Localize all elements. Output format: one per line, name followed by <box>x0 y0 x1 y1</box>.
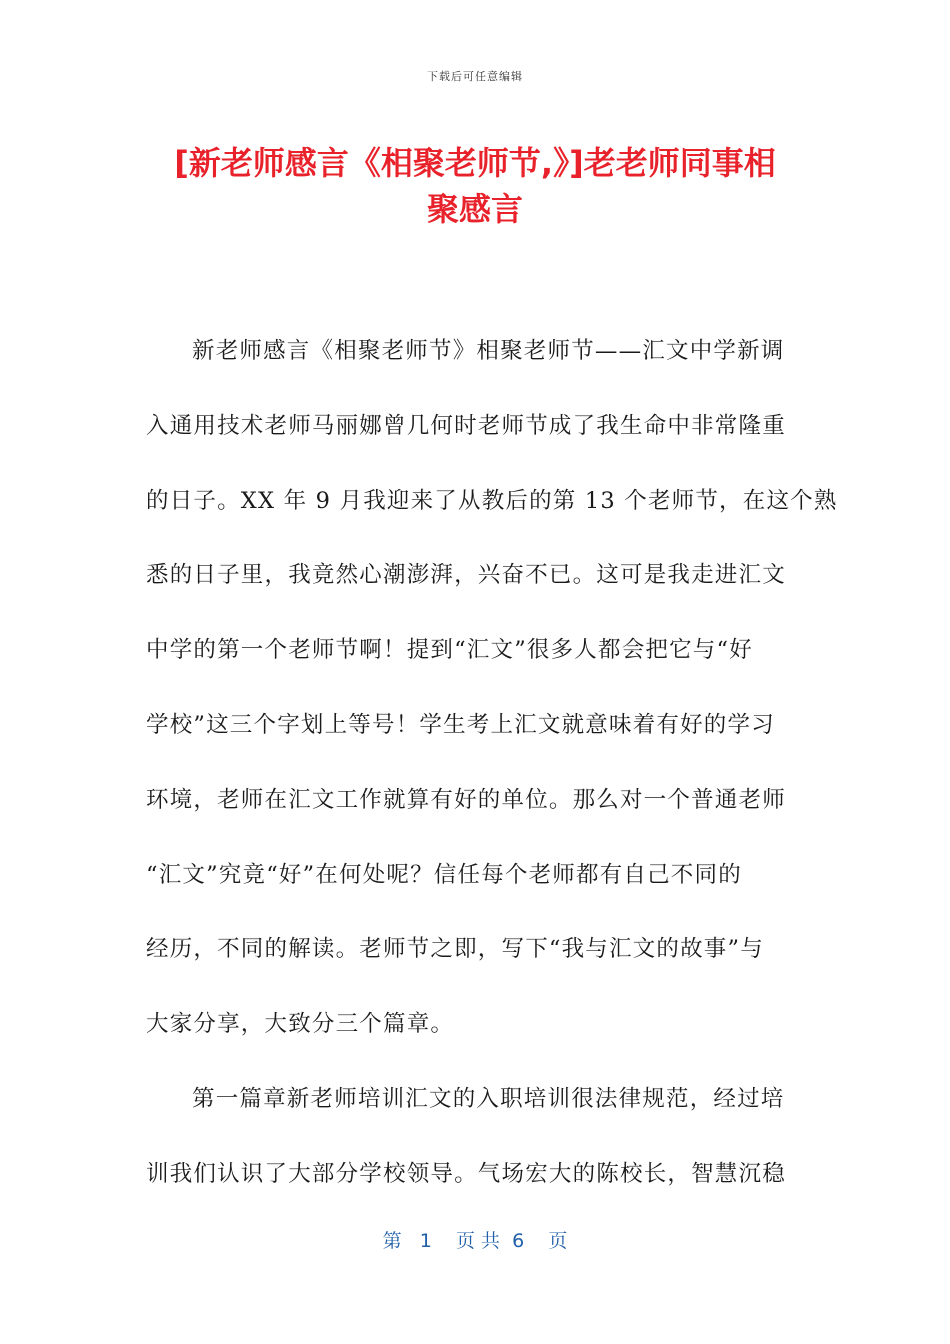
paragraph-1-line-9: 经历，不同的解读。老师节之即，写下“我与汇文的故事”与 <box>146 936 764 963</box>
page-number-footer: 第 1 页 共 6 页 <box>382 1230 568 1252</box>
paragraph-1-line-10: 大家分享，大致分三个篇章。 <box>146 1011 455 1038</box>
document-body <box>146 314 838 1212</box>
document-title <box>140 140 810 232</box>
paragraph-1-line-8: “汇文”究竟“好”在何处呢？信任每个老师都有自己不同的 <box>146 861 742 888</box>
header-note: 下载后可任意编辑 <box>427 70 523 83</box>
paragraph-2-line-1: 第一篇章新老师培训汇文的入职培训很法律规范，经过培 <box>192 1085 785 1112</box>
paragraph-1-line-2: 入通用技术老师马丽娜曾几何时老师节成了我生命中非常隆重 <box>146 412 786 439</box>
paragraph-1-line-1: 新老师感言《相聚老师节》相聚老师节——汇文中学新调 <box>192 338 785 364</box>
paragraph-1-line-7: 环境，老师在汇文工作就算有好的单位。那么对一个普通老师 <box>146 786 786 813</box>
paragraph-1-line-6: 学校”这三个字划上等号！学生考上汇文就意味着有好的学习 <box>146 711 775 738</box>
paragraph-1-line-5: 中学的第一个老师节啊！提到“汇文”很多人都会把它与“好 <box>146 637 753 664</box>
title-line-2: 聚感言 <box>426 190 523 228</box>
paragraph-1-line-4: 悉的日子里，我竟然心潮澎湃，兴奋不已。这可是我走进汇文 <box>146 562 786 589</box>
paragraph-2-line-2: 训我们认识了大部分学校领导。气场宏大的陈校长，智慧沉稳 <box>146 1160 786 1187</box>
title-line-1: [新老师感言《相聚老师节,》]老老师同事相 <box>174 144 776 182</box>
paragraph-1-line-3: 的日子。XX 年 9 月我迎来了从教后的第 13 个老师节，在这个熟 <box>146 487 838 514</box>
